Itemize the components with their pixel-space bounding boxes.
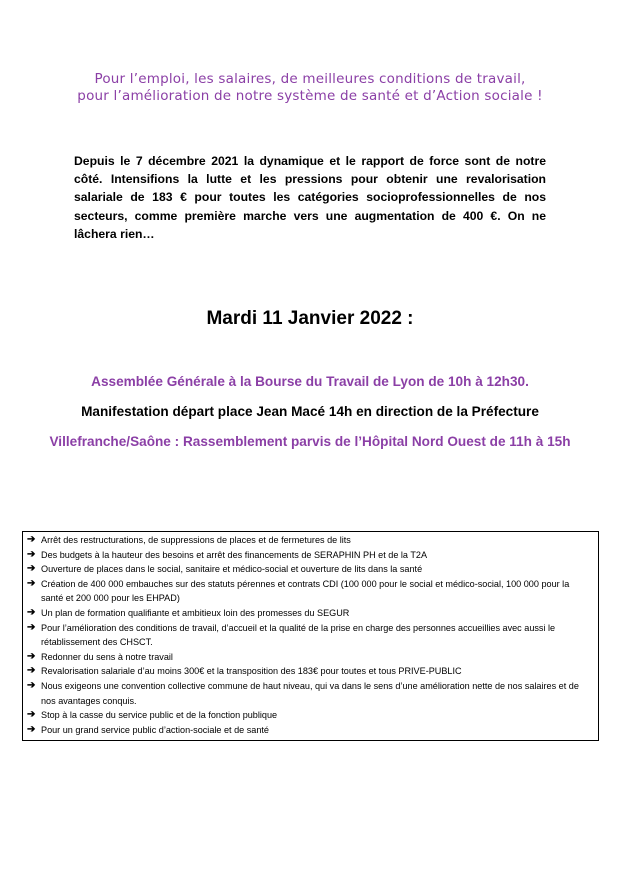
demand-text: Pour l’amélioration des conditions de travail, d’accueil et la qualité de la prise en charge des personnes accueillies avec aussi le rétablissement des CHSCT. [41, 622, 556, 648]
demands-box [22, 531, 599, 741]
slogan [40, 71, 580, 105]
demand-text: Redonner du sens à notre travail [41, 651, 173, 662]
demand-item [27, 723, 594, 738]
demand-text: Revalorisation salariale d’au moins 300€ et la transposition des 183€ pour toutes et tous PRIVE-PUBLIC [41, 666, 462, 677]
arrow-right-icon: ➔ [27, 621, 36, 633]
demand-text: Un plan de formation qualifiante et ambitieux loin des promesses du SEGUR [41, 607, 350, 618]
arrow-right-icon: ➔ [27, 577, 36, 589]
demand-text: Des budgets à la hauteur des besoins et arrêt des financements de SERAPHIN PH et de la T2A [41, 549, 428, 560]
event-villefranche-gathering: Villefranche/Saône : Rassemblement parvis de l’Hôpital Nord Ouest de 11h à 15h [49, 434, 571, 449]
arrow-right-icon: ➔ [27, 534, 36, 545]
arrow-right-icon: ➔ [27, 723, 36, 735]
demand-item [27, 708, 594, 723]
intro-paragraph: Depuis le 7 décembre 2021 la dynamique et le rapport de force sont de notre côté. Intensifions la lutte et les pressions pour obtenir une revalorisation salariale de 183 € pour toutes les catégories socioprofessionnelles de nos secteurs, comme première marche vers une augmentation de 400 €. On ne lâchera rien… [74, 154, 546, 241]
slogan-line-2: pour l’amélioration de notre système de santé et d’Action sociale ! [77, 88, 543, 104]
demand-item [27, 606, 594, 621]
arrow-right-icon: ➔ [27, 665, 36, 677]
arrow-right-icon: ➔ [27, 548, 36, 560]
arrow-right-icon: ➔ [27, 563, 36, 575]
event-demonstration: Manifestation départ place Jean Macé 14h en direction de la Préfecture [81, 404, 539, 419]
demand-item [27, 650, 594, 665]
demand-text: Stop à la casse du service public et de la fonction publique [41, 710, 278, 721]
demand-item [27, 577, 594, 606]
arrow-right-icon: ➔ [27, 650, 36, 662]
demand-item [27, 621, 594, 650]
demand-item [27, 562, 594, 577]
demand-text: Nous exigeons une convention collective commune de haut niveau, qui va dans le sens d’une amélioration nette de nos salaires et de nos avantages conquis. [41, 680, 579, 706]
demand-item [27, 664, 594, 679]
demand-item [27, 679, 594, 708]
arrow-right-icon: ➔ [27, 679, 36, 691]
demand-text: Création de 400 000 embauches sur des statuts pérennes et contrats CDI (100 000 pour le social et médico-social, 100 000 pour la santé et 200 000 pour les EHPAD) [41, 578, 570, 604]
date-heading: Mardi 11 Janvier 2022 : [206, 308, 414, 329]
arrow-right-icon: ➔ [27, 606, 36, 618]
demand-text: Ouverture de places dans le social, sanitaire et médico-social et ouverture de lits dans la santé [41, 564, 423, 575]
arrow-right-icon: ➔ [27, 709, 36, 721]
demand-item [27, 533, 594, 548]
demand-item [27, 548, 594, 563]
event-general-assembly: Assemblée Générale à la Bourse du Travail de Lyon de 10h à 12h30. [91, 374, 529, 389]
slogan-line-1: Pour l’emploi, les salaires, de meilleures conditions de travail, [94, 71, 526, 87]
demand-text: Arrêt des restructurations, de suppressions de places et de fermetures de lits [41, 535, 351, 545]
demand-text: Pour un grand service public d’action-sociale et de santé [41, 724, 269, 735]
